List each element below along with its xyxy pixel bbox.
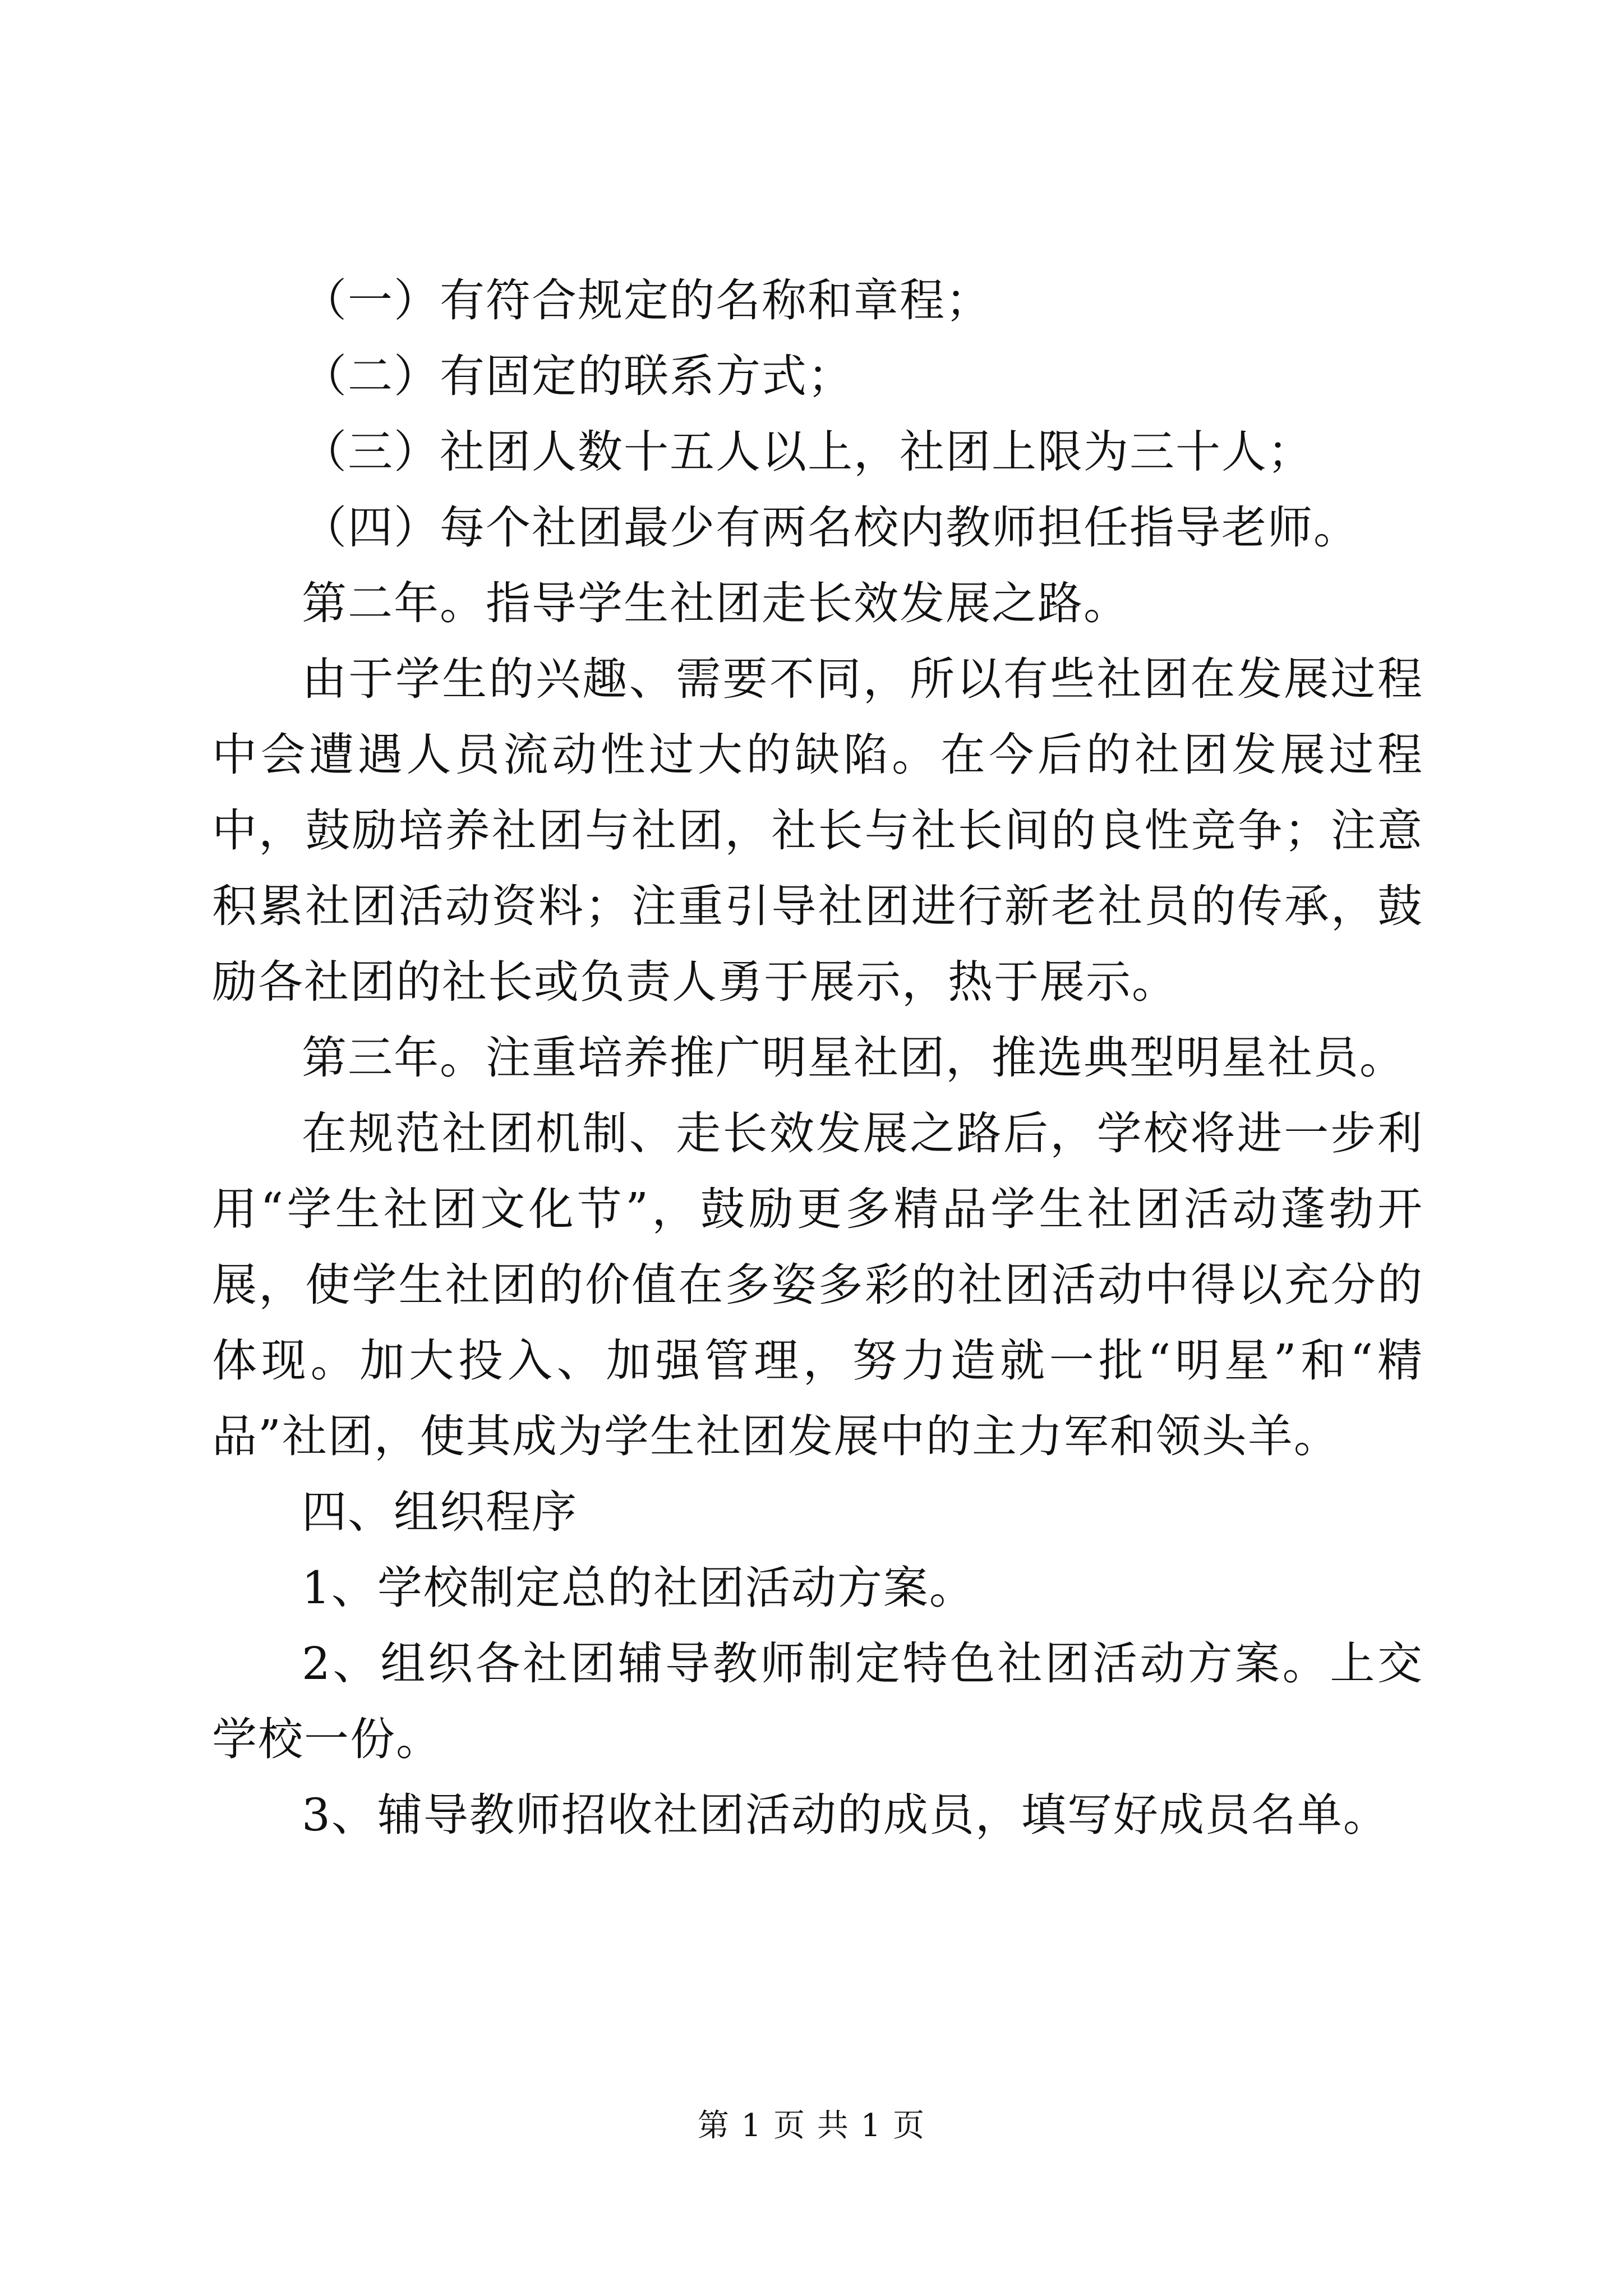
- paragraph-item-4: （四）每个社团最少有两名校内教师担任指导老师。: [302, 501, 1359, 554]
- paragraph-year-two-body: 由于学生的兴趣、需要不同，所以有些社团在发展过程中会遭遇人员流动性过大的缺陷。在今后的社团发展过程中，鼓励培养社团与社团，社长与社长间的良性竞争；注意积累社团活动资料；注重引导社团进行新老社员的传承，鼓励各社团的社长或负责人勇于展示，热于展示。: [212, 653, 1423, 1008]
- paragraph-item-1: （一）有符合规定的名称和章程；: [302, 274, 992, 326]
- procedure-step-3: 3、辅导教师招收社团活动的成员，填写好成员名单。: [302, 1789, 1389, 1841]
- page-number-footer: 第 1 页 共 1 页: [697, 2108, 926, 2144]
- procedure-step-1: 1、学校制定总的社团活动方案。: [302, 1562, 975, 1614]
- section-heading-procedure: 四、组织程序: [302, 1486, 578, 1538]
- paragraph-year-two-heading: 第二年。指导学生社团走长效发展之路。: [302, 577, 1129, 629]
- paragraph-year-three-heading: 第三年。注重培养推广明星社团，推选典型明星社员。: [302, 1032, 1405, 1084]
- procedure-step-2: 2、组织各社团辅导教师制定特色社团活动方案。上交学校一份。: [212, 1637, 1423, 1765]
- paragraph-year-three-body: 在规范社团机制、走长效发展之路后，学校将进一步利用“学生社团文化节”，鼓励更多精品学生社团活动蓬勃开展，使学生社团的价值在多姿多彩的社团活动中得以充分的体现。加大投入、加强管理，努力造就一批“明星”和“精品”社团，使其成为学生社团发展中的主力军和领头羊。: [212, 1107, 1423, 1462]
- paragraph-item-2: （二）有固定的联系方式；: [302, 350, 854, 402]
- document-body: [212, 263, 1423, 1853]
- paragraph-item-3: （三）社团人数十五人以上，社团上限为三十人；: [302, 426, 1313, 478]
